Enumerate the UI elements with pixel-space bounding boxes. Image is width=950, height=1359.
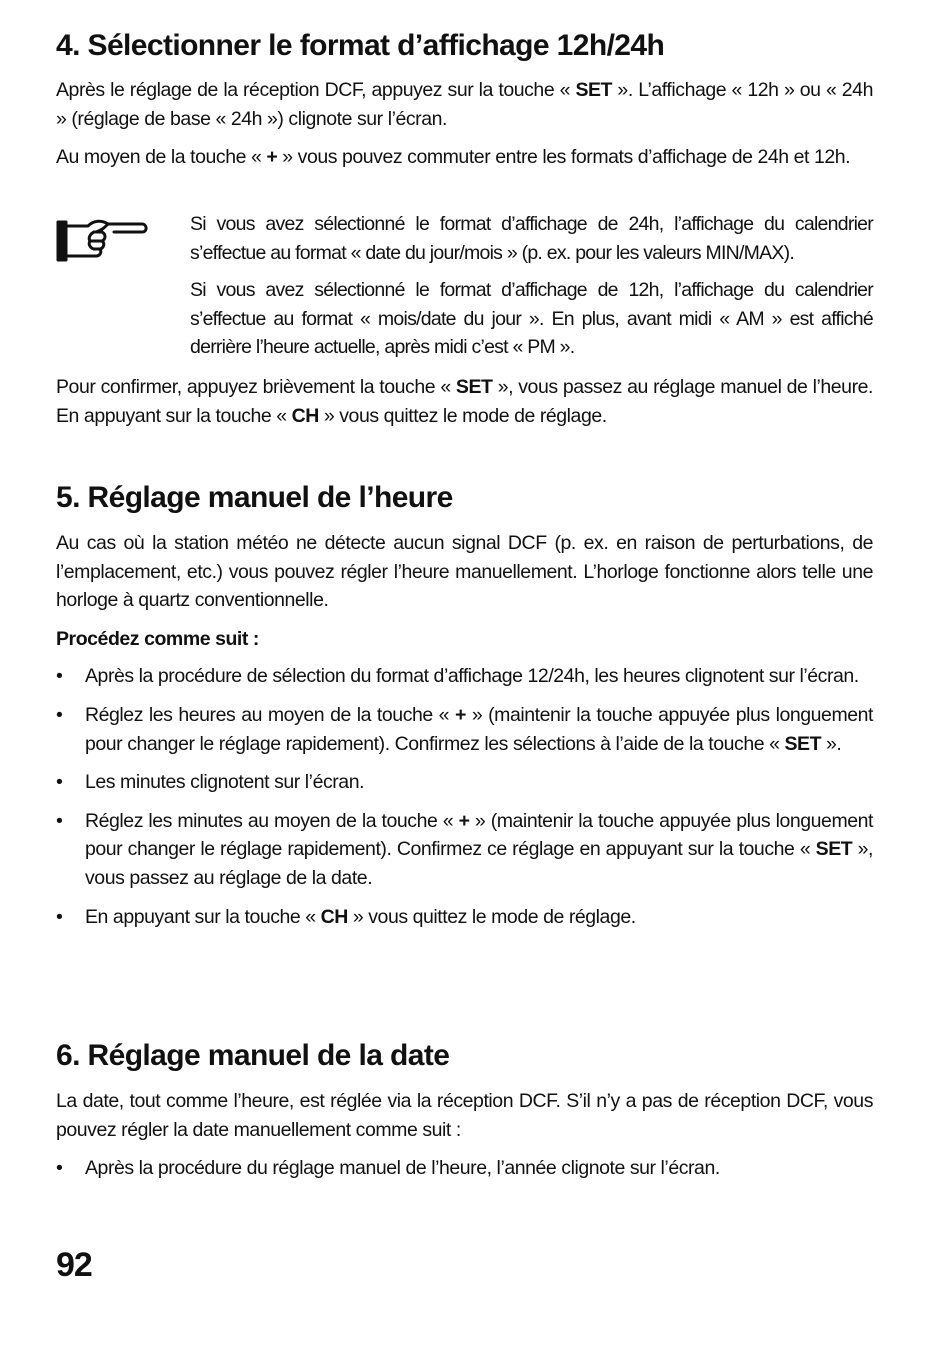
text-run: Réglez les heures au moyen de la touche «: [85, 703, 455, 726]
text-run: » (maintenir la touche appuyée plus longuement pour changer le réglage rapidement). Confirmez ce réglage en appuyant sur la touche «: [85, 809, 874, 861]
key-label: SET: [575, 79, 613, 101]
list-item: [56, 701, 873, 758]
paragraph: Au cas où la station météo ne détecte aucun signal DCF (p. ex. en raison de perturbations, de l’emplacement, etc.) vous pouvez régler l’heure manuellement. L’horloge fonctionne alors telle une horloge à quartz conventionnelle.: [56, 532, 873, 612]
page-number: 92: [56, 1246, 92, 1284]
section-5-title: 5. Réglage manuel de l’heure: [56, 481, 453, 514]
text-run: » vous quittez le mode de réglage.: [318, 404, 607, 427]
bullet-marker: •: [56, 665, 63, 688]
text-run: Réglez les minutes au moyen de la touche «: [85, 809, 459, 832]
note-box: [190, 210, 873, 362]
section-4-body: [56, 373, 873, 430]
key-label: +: [266, 146, 278, 168]
pointing-hand-icon: [56, 210, 150, 264]
bullet-marker: •: [56, 809, 63, 832]
list-item: [56, 903, 873, 932]
section-4-body: [56, 143, 873, 172]
key-label: +: [458, 809, 470, 832]
text-run: Les minutes clignotent sur l’écran.: [85, 771, 365, 794]
text-run: » vous pouvez commuter entre les formats d’affichage de 24h et 12h.: [277, 146, 851, 168]
bullet-list: [56, 1154, 873, 1183]
note-paragraph: Si vous avez sélectionné le format d’affichage de 12h, l’affichage du calendrier s’effectue au format « mois/date du jour ». En plus, avant midi « AM » est affiché derrière l’heure actuelle, après midi c’est « PM ».: [190, 279, 873, 359]
key-label: +: [454, 703, 466, 726]
text-run: Au moyen de la touche «: [56, 146, 267, 168]
section-4-title: 4. Sélectionner le format d’affichage 12h/24h: [56, 29, 665, 62]
list-item: [56, 768, 873, 797]
key-label: CH: [320, 905, 348, 928]
text-run: Pour confirmer, appuyez brièvement la touche «: [56, 376, 456, 398]
text-run: Après la procédure de sélection du format d’affichage 12/24h, les heures clignotent sur l’écran.: [85, 665, 859, 688]
text-run: ». L’affichage « 12h » ou « 24h » (réglage de base « 24h ») clignote sur l’écran.: [56, 79, 873, 130]
paragraph: La date, tout comme l’heure, est réglée via la réception DCF. S’il n’y a pas de réception DCF, vous pouvez régler la date manuellement comme suit :: [56, 1090, 873, 1141]
key-label: SET: [784, 732, 822, 755]
text-run: », vous passez au réglage manuel de l’heure. En appuyant sur la touche «: [56, 376, 873, 427]
text-run: » vous quittez le mode de réglage.: [347, 905, 636, 928]
text-run: Après la procédure du réglage manuel de l’heure, l’année clignote sur l’écran.: [85, 1157, 720, 1180]
section-6-title: 6. Réglage manuel de la date: [56, 1039, 450, 1072]
bullet-marker: •: [56, 905, 63, 928]
bullet-marker: •: [56, 1157, 63, 1180]
section-4-body: [56, 76, 873, 133]
subheading: Procédez comme suit :: [56, 627, 259, 650]
text-run: », vous passez au réglage de la date.: [85, 838, 873, 889]
key-label: CH: [291, 404, 319, 427]
paragraph: [56, 373, 873, 430]
key-label: SET: [455, 376, 493, 398]
text-run: En appuyant sur la touche «: [85, 905, 321, 928]
key-label: SET: [815, 838, 853, 861]
text-run: ».: [821, 732, 842, 755]
text-run: » (maintenir la touche appuyée plus longuement pour changer le réglage rapidement). Confirmez les sélections à l’aide de la touche «: [85, 703, 873, 755]
section-5-body: [56, 529, 873, 931]
paragraph: [56, 143, 873, 172]
list-item: [56, 1154, 873, 1183]
bullet-list: [56, 662, 873, 931]
bullet-marker: •: [56, 703, 63, 726]
section-6-body: [56, 1087, 873, 1183]
list-item: [56, 662, 873, 691]
bullet-marker: •: [56, 771, 63, 794]
text-run: Après le réglage de la réception DCF, appuyez sur la touche «: [56, 79, 576, 101]
list-item: [56, 807, 873, 893]
note-paragraph: Si vous avez sélectionné le format d’affichage de 24h, l’affichage du calendrier s’effectue au format « date du jour/mois » (p. ex. pour les valeurs MIN/MAX).: [190, 213, 873, 264]
paragraph: [56, 76, 873, 133]
